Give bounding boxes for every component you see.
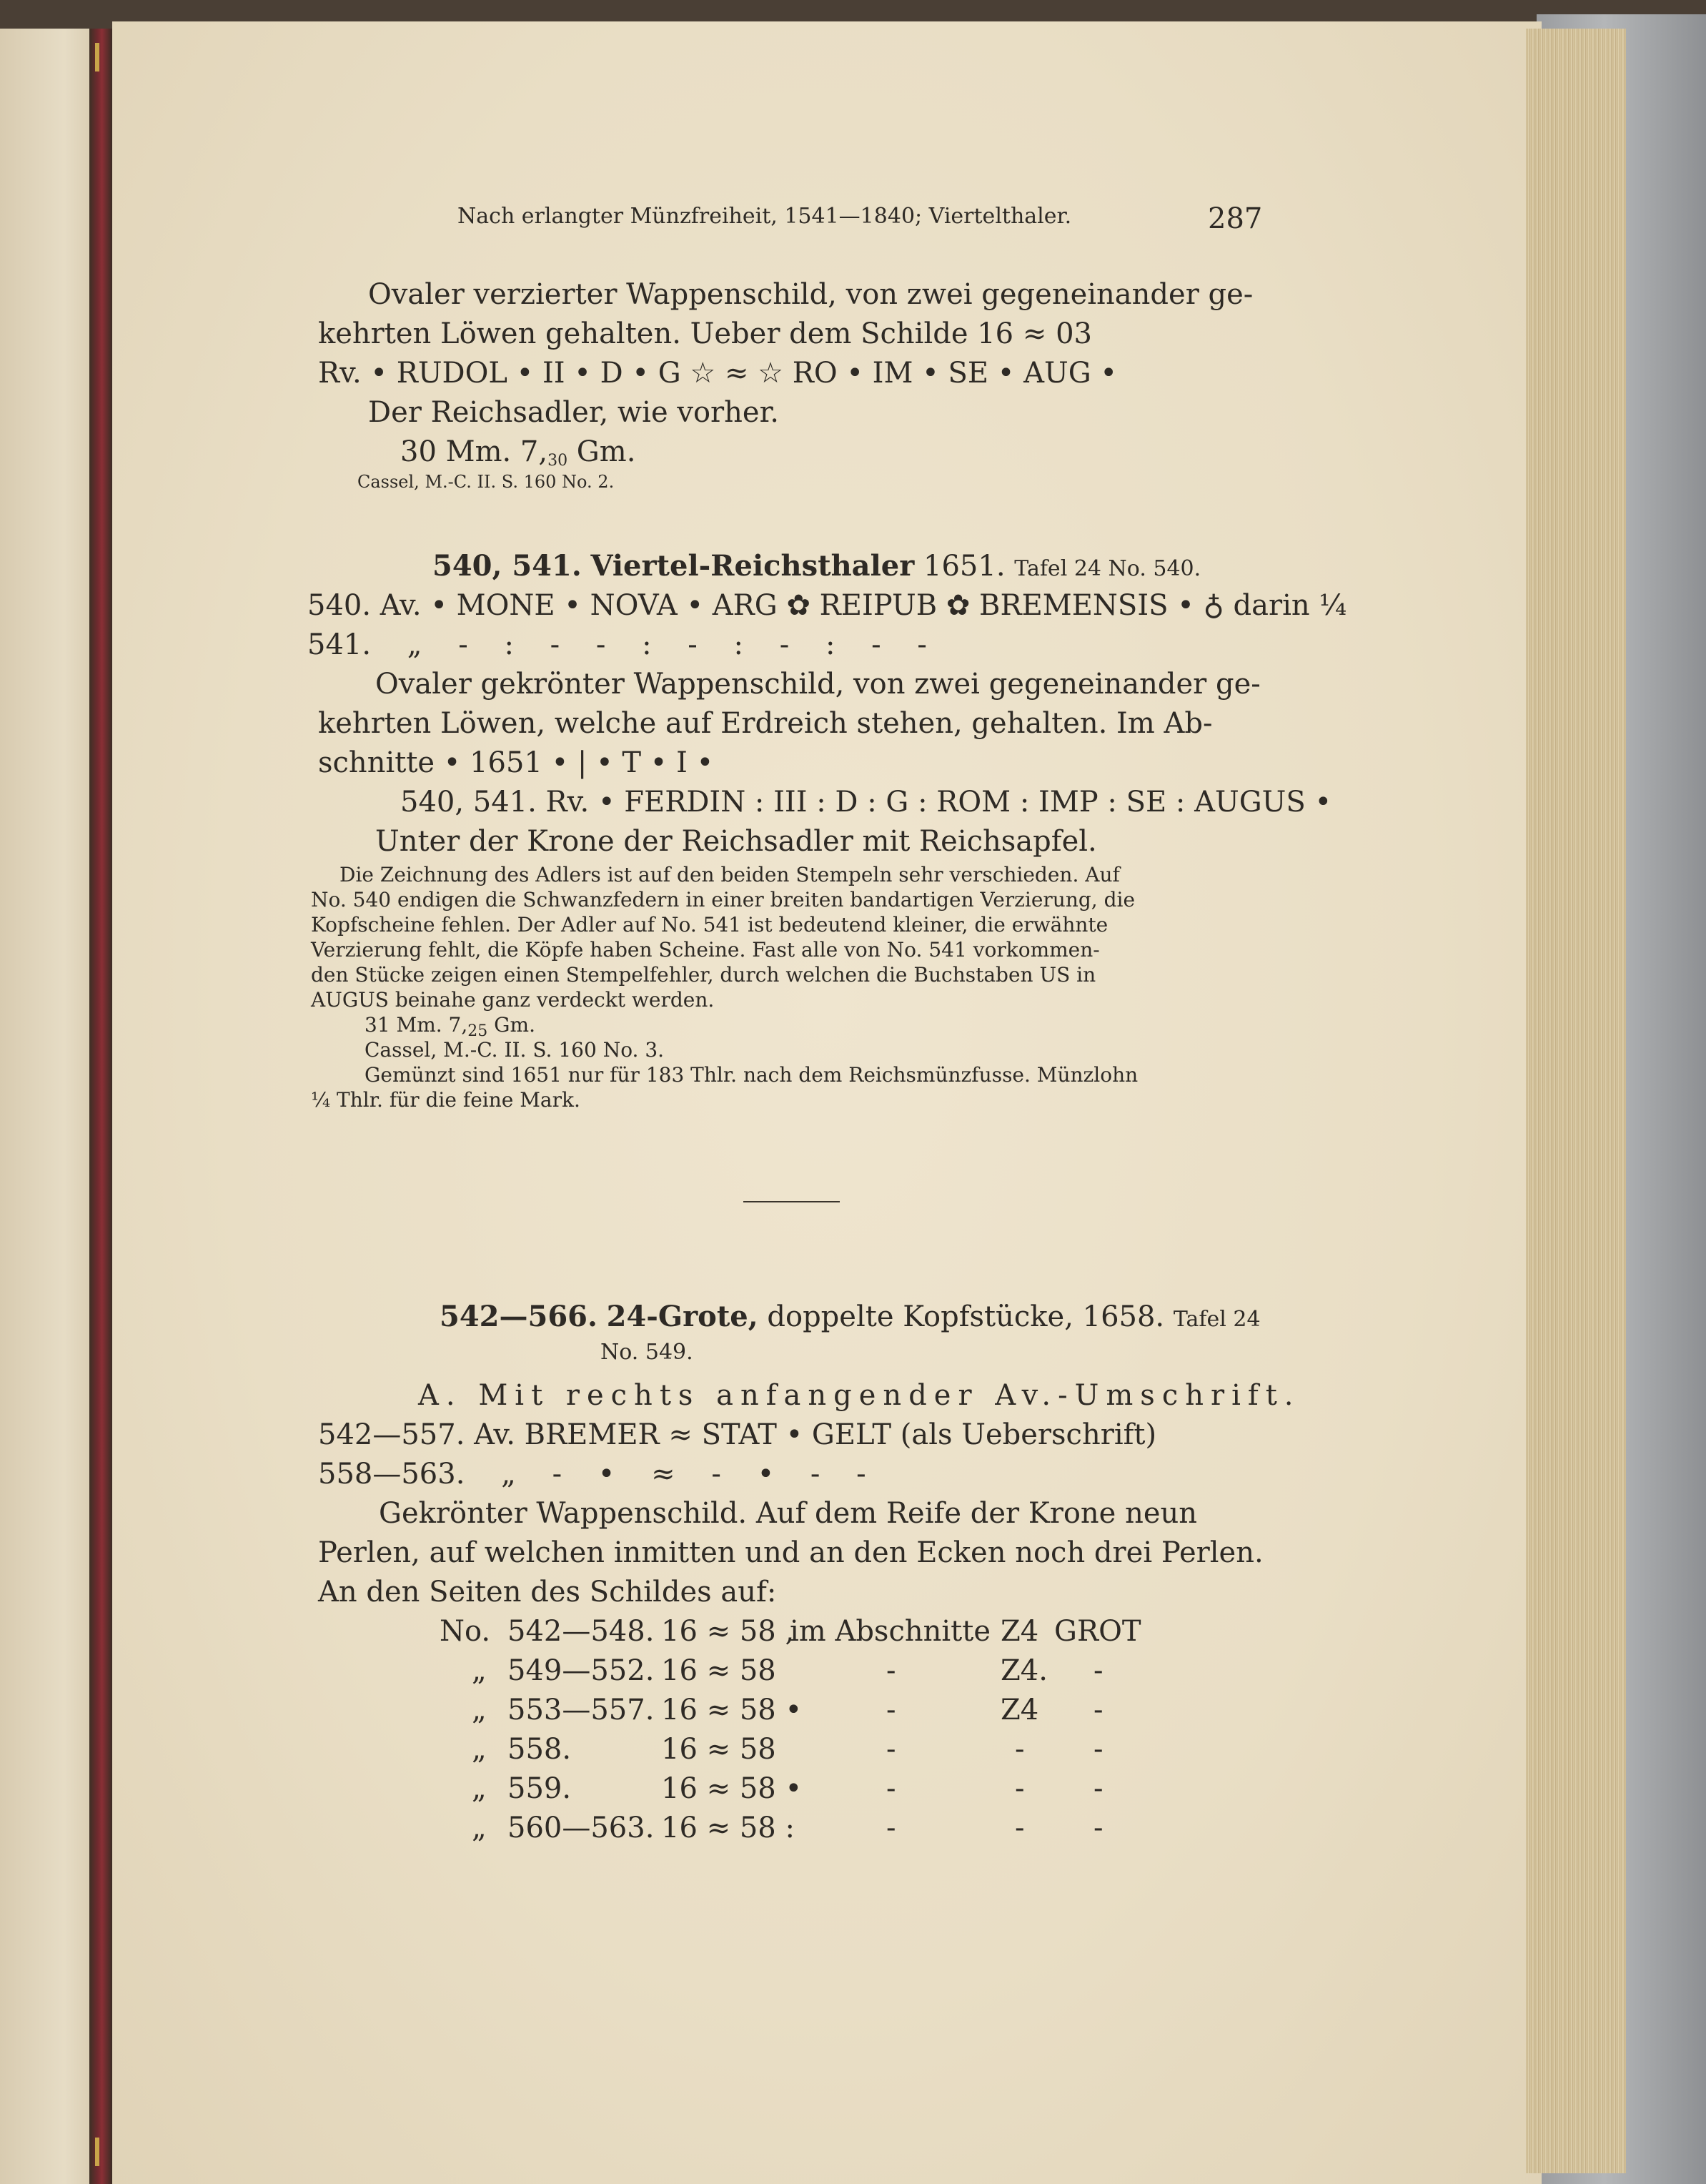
entry-heading: 540, 541. Viertel-Reichsthaler 1651. Tafel 24 No. 540. [432, 549, 1201, 583]
mint-note: Gemünzt sind 1651 nur für 183 Thlr. nach dem Reichsmünzfusse. Münzlohn [364, 1063, 1139, 1087]
entry-heading: 542—566. 24-Grote, doppelte Kopfstücke, 1658. Tafel 24 [440, 1300, 1261, 1333]
row-col2: Z4 [1001, 1615, 1039, 1648]
row-year: 16 ≈ 58 • [661, 1694, 803, 1726]
binding-gutter [89, 29, 112, 2184]
reverse-legend: 540, 541. Rv. • FERDIN : III : D : G : ROM : IMP : SE : AUGUS • [400, 786, 1332, 819]
row-col3: GROT [1054, 1615, 1141, 1648]
section-divider [743, 1201, 840, 1202]
row-year: 16 ≈ 58 : [661, 1812, 795, 1844]
obverse-legend-variant: 541. „ - : - - : - : - : - - [307, 628, 927, 661]
footnote-line: Die Zeichnung des Adlers ist auf den beiden Stempeln sehr verschieden. Auf [339, 863, 1120, 886]
mint-note: ¼ Thlr. für die feine Mark. [311, 1088, 580, 1112]
row-col1: - [886, 1654, 896, 1687]
obverse-legend-variant: 558—563. „ - • ≈ - • - - [318, 1458, 866, 1491]
row-prefix: „ [472, 1694, 487, 1726]
row-prefix: No. [440, 1615, 491, 1648]
text-line: Ovaler verzierter Wappenschild, von zwei gegeneinander ge- [368, 278, 1254, 311]
footnote-line: den Stücke zeigen einen Stempelfehler, durch welchen die Buchstaben US in [311, 963, 1096, 987]
row-col2: Z4. [1001, 1654, 1048, 1687]
row-col3: - [1093, 1733, 1104, 1766]
obverse-legend: 540. Av. • MONE • NOVA • ARG ✿ REIPUB ✿ BREMENSIS • ♁ darin ¼ [307, 589, 1347, 622]
text-line: kehrten Löwen, welche auf Erdreich stehen, gehalten. Im Ab- [318, 707, 1213, 740]
text-line: schnitte • 1651 • | • T • I • [318, 746, 714, 779]
source-reference: Cassel, M.-C. II. S. 160 No. 2. [357, 472, 615, 492]
obverse-legend: 542—557. Av. BREMER ≈ STAT • GELT (als Ueberschrift) [318, 1418, 1157, 1451]
text-line: Gekrönter Wappenschild. Auf dem Reife der Krone neun [379, 1497, 1198, 1530]
row-prefix: „ [472, 1772, 487, 1805]
page-number: 287 [1208, 202, 1263, 235]
row-col3: - [1093, 1694, 1104, 1726]
row-col2: Z4 [1001, 1694, 1039, 1726]
row-year: 16 ≈ 58 • [661, 1772, 803, 1805]
row-prefix: „ [472, 1733, 487, 1766]
text-line: kehrten Löwen gehalten. Ueber dem Schilde 16 ≈ 03 [318, 317, 1092, 350]
row-prefix: „ [472, 1812, 487, 1844]
row-year: 16 ≈ 58 [661, 1654, 776, 1687]
page-edges [1526, 29, 1626, 2173]
size-weight: 31 Mm. $7,_{25}$ Gm. [364, 1013, 535, 1040]
text-line: Perlen, auf welchen inmitten und an den Ecken noch drei Perlen. [318, 1536, 1264, 1569]
row-col1: - [886, 1772, 896, 1805]
row-range: 558. [507, 1733, 572, 1766]
subsection-heading: A. Mit rechts anfangender Av.-Umschrift. [418, 1379, 1301, 1412]
plate-reference: No. 549. [600, 1340, 693, 1365]
row-col3: - [1093, 1772, 1104, 1805]
binding-stitch [95, 43, 99, 71]
running-title: Nach erlangter Münzfreiheit, 1541—1840; Viertelthaler. [457, 204, 1072, 229]
row-col3: - [1093, 1812, 1104, 1844]
row-col2: - [1015, 1733, 1025, 1766]
size-weight: 30 Mm. $7,_{30}$ Gm. [400, 435, 636, 470]
row-range: 549—552. [507, 1654, 655, 1687]
row-prefix: „ [472, 1654, 487, 1687]
text-line: Ovaler gekrönter Wappenschild, von zwei gegeneinander ge- [375, 668, 1261, 701]
source-reference: Cassel, M.-C. II. S. 160 No. 3. [364, 1038, 665, 1062]
row-col2: - [1015, 1772, 1025, 1805]
row-range: 553—557. [507, 1694, 655, 1726]
footnote-line: Kopfscheine fehlen. Der Adler auf No. 541 ist bedeutend kleiner, die erwähnte [311, 913, 1109, 937]
footnote-line: AUGUS beinahe ganz verdeckt werden. [311, 988, 715, 1012]
reverse-legend: Rv. • RUDOL • II • D • G ☆ ≈ ☆ RO • IM • SE • AUG • [318, 357, 1117, 390]
row-col3: - [1093, 1654, 1104, 1687]
row-range: 542—548. [507, 1615, 655, 1648]
footnote-line: No. 540 endigen die Schwanzfedern in einer breiten bandartigen Verzierung, die [311, 888, 1136, 911]
footnote-line: Verzierung fehlt, die Köpfe haben Scheine. Fast alle von No. 541 vorkommen- [311, 938, 1100, 962]
text-line: An den Seiten des Schildes auf: [318, 1576, 777, 1609]
row-col1: - [886, 1694, 896, 1726]
row-year: 16 ≈ 58 , [661, 1615, 795, 1648]
binding-stitch [95, 2138, 99, 2166]
row-col1: - [886, 1733, 896, 1766]
row-range: 559. [507, 1772, 572, 1805]
text-line: Unter der Krone der Reichsadler mit Reichsapfel. [375, 825, 1097, 858]
row-year: 16 ≈ 58 [661, 1733, 776, 1766]
row-col1: im Abschnitte [790, 1615, 991, 1648]
text-line: Der Reichsadler, wie vorher. [368, 396, 780, 429]
row-range: 560—563. [507, 1812, 655, 1844]
row-col1: - [886, 1812, 896, 1844]
row-col2: - [1015, 1812, 1025, 1844]
